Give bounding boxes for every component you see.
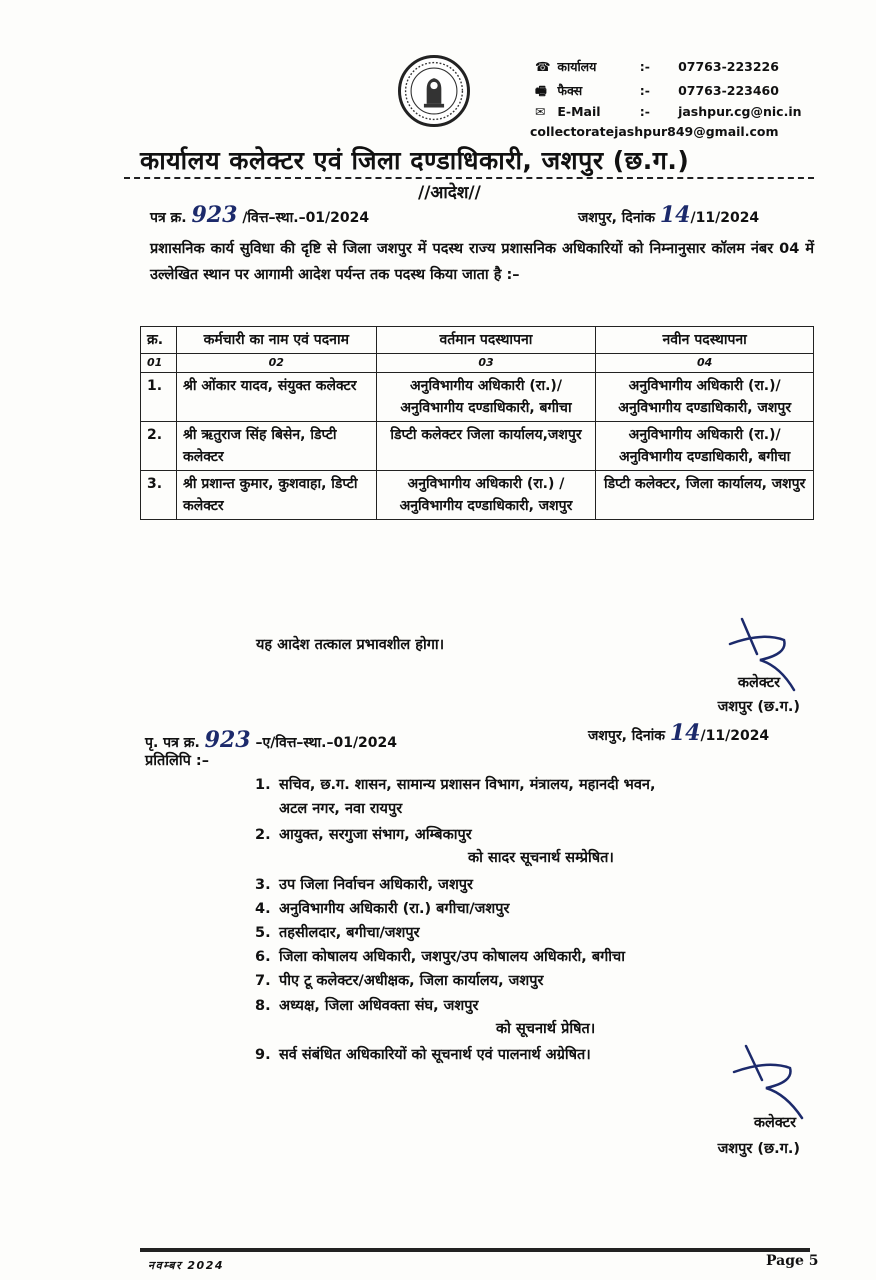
table-column-number: 01 <box>141 354 177 373</box>
signature-place-1: जशपुर (छ.ग.) <box>717 699 800 715</box>
list-item-continuation: को सादर सूचनार्थ सम्प्रेषित। <box>468 850 614 866</box>
table-column-number: 03 <box>376 354 596 373</box>
list-item-continuation: को सूचनार्थ प्रेषित। <box>496 1021 596 1037</box>
table-cell-current: अनुविभागीय अधिकारी (रा.)/अनुविभागीय दण्डाधिकारी, बगीचा <box>376 373 596 422</box>
copy-label: प्रतिलिपि :– <box>145 753 209 769</box>
handwritten-endorsement-day: 14 <box>669 720 701 746</box>
endorsement-number: पृ. पत्र क्र. 923 –ए/वित्त–स्था.–01/2024 <box>145 727 398 753</box>
endorsement-date: जशपुर, दिनांक 14/11/2024 <box>588 720 770 746</box>
list-item: 1. सचिव, छ.ग. शासन, सामान्य प्रशासन विभाग, मंत्रालय, महानदी भवन, <box>255 777 656 793</box>
footer-divider <box>140 1248 810 1252</box>
contact-email: ✉ E-Mail :- jashpur.cg@nic.in <box>535 104 802 119</box>
table-cell-no: 3. <box>141 471 177 520</box>
signature-place-2: जशपुर (छ.ग.) <box>717 1141 800 1157</box>
list-item: 3. उप जिला निर्वाचन अधिकारी, जशपुर <box>255 877 473 893</box>
table-cell-current: अनुविभागीय अधिकारी (रा.) /अनुविभागीय दण्डाधिकारी, जशपुर <box>376 471 596 520</box>
contact-phone: ☎ कार्यालय :- 07763-223226 <box>535 59 779 74</box>
handwritten-letter-number: 923 <box>191 202 238 228</box>
handwritten-date-day: 14 <box>659 202 691 228</box>
list-item-continuation: अटल नगर, नवा रायपुर <box>279 801 403 817</box>
ashoka-emblem-icon <box>401 58 467 124</box>
list-item: 8. अध्यक्ष, जिला अधिवक्ता संघ, जशपुर <box>255 998 479 1014</box>
title-divider <box>124 177 814 179</box>
posting-table <box>140 326 814 520</box>
table-cell-new: अनुविभागीय अधिकारी (रा.)/ अनुविभागीय दण्डाधिकारी, बगीचा <box>596 422 814 471</box>
office-title: कार्यालय कलेक्टर एवं जिला दण्डाधिकारी, जशपुर (छ.ग.) <box>140 146 690 175</box>
mail-icon: ✉ <box>535 104 546 119</box>
list-item: 2. आयुक्त, सरगुजा संभाग, अम्बिकापुर <box>255 827 472 843</box>
list-item: 7. पीए टू कलेक्टर/अधीक्षक, जिला कार्यालय, जशपुर <box>255 973 544 989</box>
table-cell-current: डिप्टी कलेक्टर जिला कार्यालय,जशपुर <box>376 422 596 471</box>
table-cell-new: डिप्टी कलेक्टर, जिला कार्यालय, जशपुर <box>596 471 814 520</box>
table-row <box>141 373 814 422</box>
table-cell-name: श्री ओंकार यादव, संयुक्त कलेक्टर <box>176 373 376 422</box>
table-header-row <box>141 327 814 354</box>
table-header-cell: कर्मचारी का नाम एवं पदनाम <box>176 327 376 354</box>
fax-icon: 🖷 <box>535 83 547 98</box>
intro-paragraph: प्रशासनिक कार्य सुविधा की दृष्टि से जिला जशपुर में पदस्थ राज्य प्रशासनिक अधिकारियों को निम्नानुसार कॉलम नंबर 04 में उल्लेखित स्थान पर आगामी आदेश पर्यन्त तक पदस्थ किया जाता है :– <box>150 241 814 283</box>
table-cell-name: श्री ऋतुराज सिंह बिसेन, डिप्टी कलेक्टर <box>176 422 376 471</box>
effect-line: यह आदेश तत्काल प्रभावशील होगा। <box>256 637 445 653</box>
table-column-number: 02 <box>176 354 376 373</box>
contact-email-alt: collectoratejashpur849@gmail.com <box>530 124 779 139</box>
letter-number: पत्र क्र. 923 /वित्त–स्था.–01/2024 <box>150 202 370 228</box>
table-header-cell: क्र. <box>141 327 177 354</box>
table-column-number-row <box>141 354 814 373</box>
list-item: 9. सर्व संबंधित अधिकारियों को सूचनार्थ एवं पालनार्थ अग्रेषित। <box>255 1047 591 1063</box>
telephone-icon: ☎ <box>535 59 551 74</box>
table-cell-no: 2. <box>141 422 177 471</box>
table-column-number: 04 <box>596 354 814 373</box>
handwritten-endorsement-number: 923 <box>204 727 251 753</box>
table-cell-no: 1. <box>141 373 177 422</box>
table-header-cell: वर्तमान पदस्थापना <box>376 327 596 354</box>
list-item: 5. तहसीलदार, बगीचा/जशपुर <box>255 925 420 941</box>
order-heading: //आदेश// <box>418 183 481 203</box>
letter-date: जशपुर, दिनांक 14/11/2024 <box>578 202 760 228</box>
page-number: Page 5 <box>766 1253 819 1269</box>
contact-fax: 🖷 फैक्स :- 07763-223460 <box>535 82 779 103</box>
signature-designation-2: कलेक्टर <box>753 1115 796 1131</box>
list-item: 6. जिला कोषालय अधिकारी, जशपुर/उप कोषालय अधिकारी, बगीचा <box>255 949 626 965</box>
list-item: 4. अनुविभागीय अधिकारी (रा.) बगीचा/जशपुर <box>255 901 510 917</box>
footer-month: नवम्बर 2024 <box>148 1259 225 1272</box>
table-row <box>141 422 814 471</box>
table-cell-name: श्री प्रशान्त कुमार, कुशवाहा, डिप्टी कलेक्टर <box>176 471 376 520</box>
signature-2 <box>728 1040 818 1120</box>
table-header-cell: नवीन पदस्थापना <box>596 327 814 354</box>
signature-designation-1: कलेक्टर <box>737 675 780 691</box>
table-row <box>141 471 814 520</box>
table-cell-new: अनुविभागीय अधिकारी (रा.)/ अनुविभागीय दण्डाधिकारी, जशपुर <box>596 373 814 422</box>
state-emblem <box>398 55 470 127</box>
